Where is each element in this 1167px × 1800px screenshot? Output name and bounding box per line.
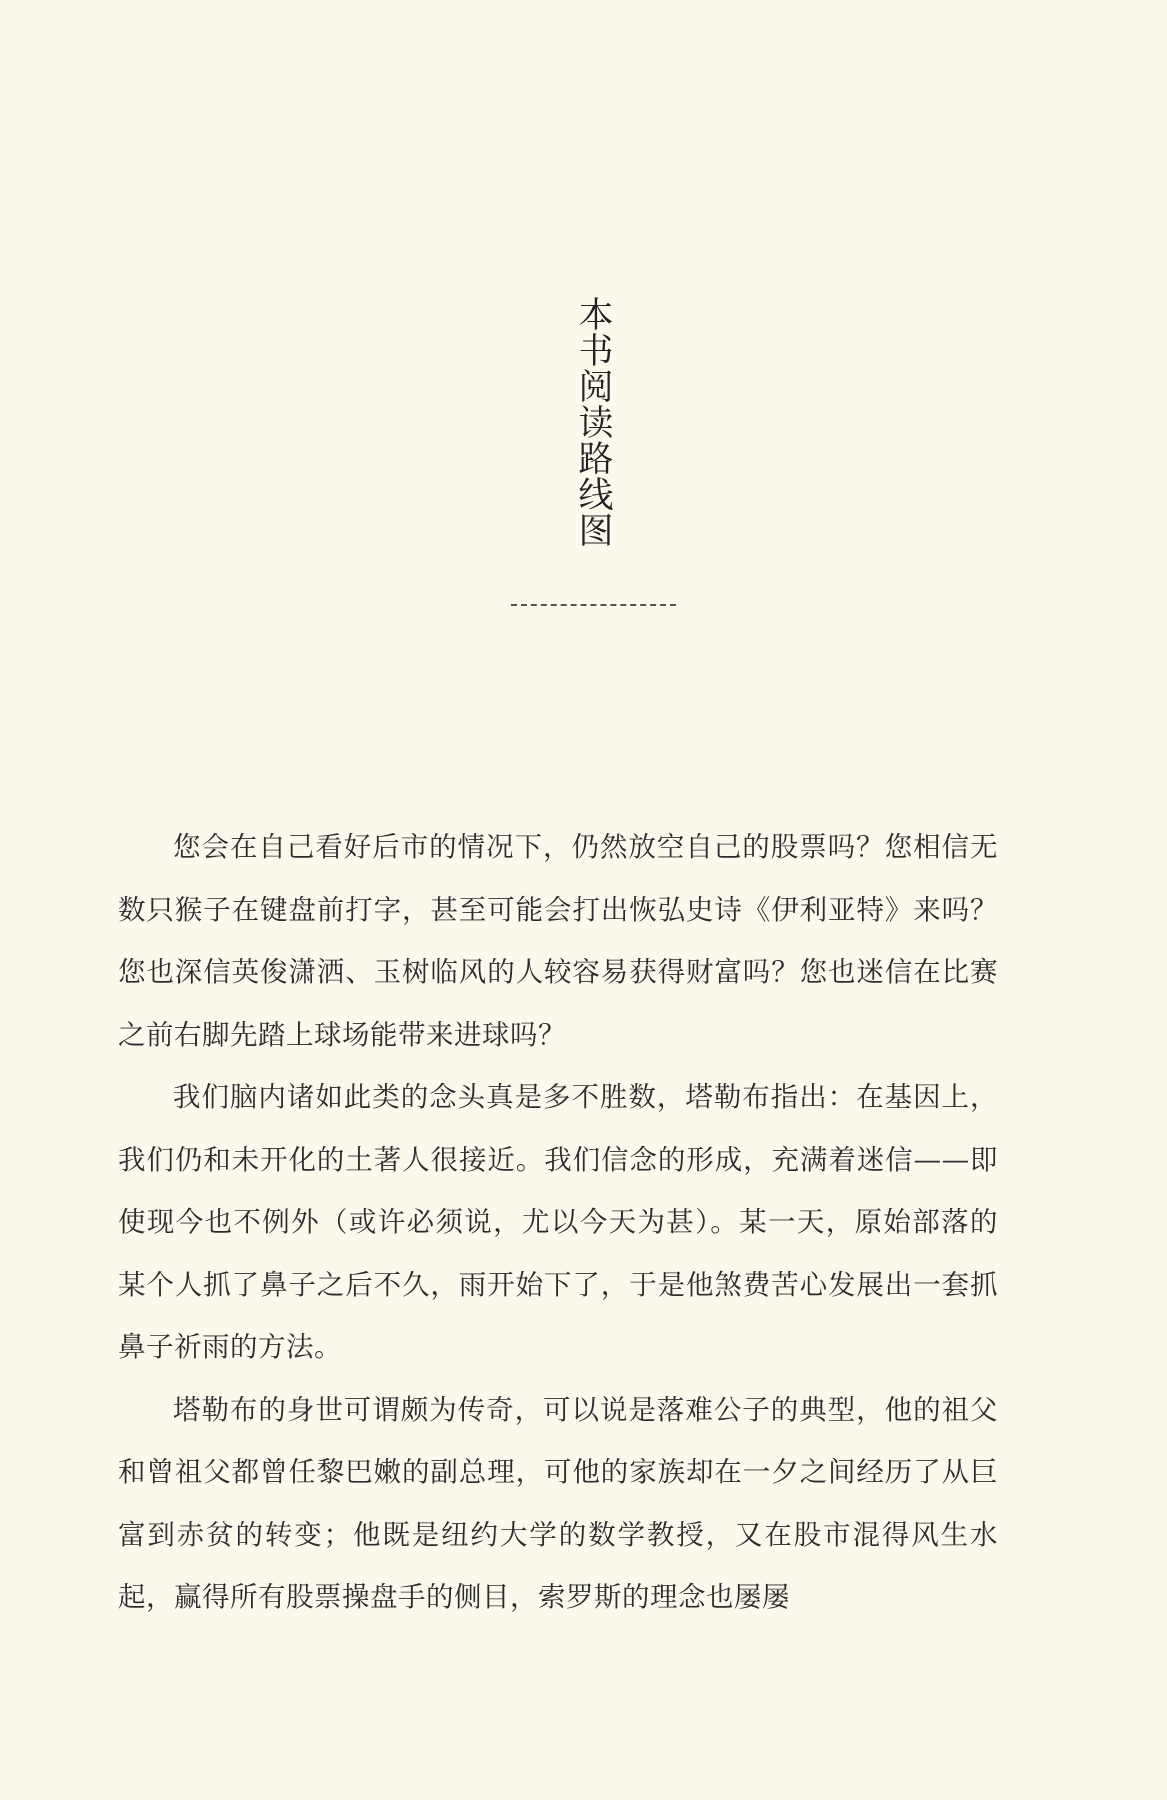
title-dashed-rule [511, 604, 676, 606]
page-title: 本书阅读路线图 [573, 296, 613, 548]
body-text [118, 816, 998, 1629]
title-block [533, 296, 653, 606]
paragraph-2: 我们脑内诸如此类的念头真是多不胜数，塔勒布指出：在基因上，我们仍和未开化的土著人很接近。我们信念的形成，充满着迷信——即使现今也不例外（或许必须说，尤以今天为甚）。某一天，原始部落的某个人抓了鼻子之后不久，雨开始下了，于是他煞费苦心发展出一套抓鼻子祈雨的方法。 [118, 1081, 998, 1363]
paragraph-3: 塔勒布的身世可谓颇为传奇，可以说是落难公子的典型，他的祖父和曾祖父都曾任黎巴嫩的副总理，可他的家族却在一夕之间经历了从巨富到赤贫的转变；他既是纽约大学的数学教授，又在股市混得风生水起，赢得所有股票操盘手的侧目，索罗斯的理念也屡屡 [118, 1393, 998, 1613]
paragraph-1: 您会在自己看好后市的情况下，仍然放空自己的股票吗？您相信无数只猴子在键盘前打字，甚至可能会打出恢弘史诗《伊利亚特》来吗？您也深信英俊潇洒、玉树临风的人较容易获得财富吗？您也迷信在比赛之前右脚先踏上球场能带来进球吗？ [118, 831, 998, 1051]
